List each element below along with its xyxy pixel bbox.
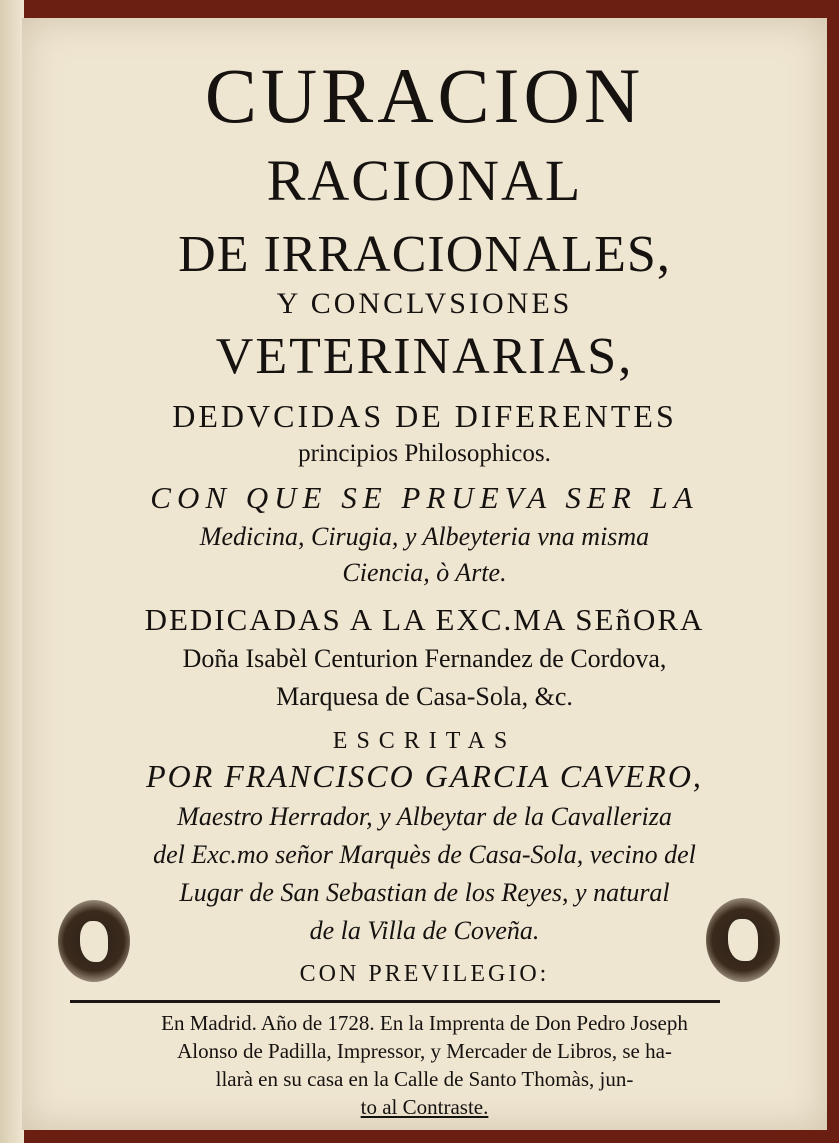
imprint-line-3: llarà en su casa en la Calle de Santo Thomàs, jun- bbox=[215, 1067, 634, 1091]
imprint-line-4: to al Contraste. bbox=[360, 1095, 489, 1119]
imprint-rule bbox=[70, 1000, 720, 1003]
title-line-6: DEDVCIDAS DE DIFERENTES bbox=[172, 398, 677, 434]
dedication-line-1: DEDICADAS A LA EXC.MA SEñORA bbox=[144, 602, 705, 637]
title-line-7: principios Philosophicos. bbox=[298, 440, 551, 467]
subtitle-line-1: CON QUE SE PRUEVA SER LA bbox=[150, 480, 699, 515]
imprint-line-2: Alonso de Padilla, Impressor, y Mercader de Libros, se ha- bbox=[177, 1039, 672, 1063]
dedication-line-3: Marquesa de Casa-Sola, &c. bbox=[276, 682, 573, 711]
right-stain-decoration bbox=[706, 898, 780, 982]
left-stain-decoration bbox=[58, 900, 130, 982]
title-line-1: CURACION bbox=[204, 52, 645, 139]
title-line-4: Y CONCLVSIONES bbox=[276, 287, 573, 320]
title-line-5: VETERINARIAS, bbox=[215, 328, 634, 385]
book-gutter bbox=[0, 0, 24, 1143]
subtitle-line-3: Ciencia, ò Arte. bbox=[342, 558, 507, 587]
title-line-2: RACIONAL bbox=[266, 148, 583, 213]
author-line-1: ESCRITAS bbox=[332, 728, 517, 754]
imprint-line-1: En Madrid. Año de 1728. En la Imprenta de Don Pedro Joseph bbox=[161, 1011, 688, 1035]
author-line-2: POR FRANCISCO GARCIA CAVERO, bbox=[146, 758, 703, 794]
dedication-line-2: Doña Isabèl Centurion Fernandez de Cordova, bbox=[182, 644, 667, 673]
author-line-6: de la Villa de Coveña. bbox=[309, 916, 540, 945]
author-line-5: Lugar de San Sebastian de los Reyes, y natural bbox=[179, 878, 670, 907]
title-line-3: DE IRRACIONALES, bbox=[178, 226, 671, 283]
author-line-4: del Exc.mo señor Marquès de Casa-Sola, vecino del bbox=[153, 840, 696, 869]
privilege-line: CON PREVILEGIO: bbox=[299, 961, 550, 987]
subtitle-line-2: Medicina, Cirugia, y Albeyteria vna misma bbox=[199, 522, 650, 551]
author-line-3: Maestro Herrador, y Albeytar de la Cavalleriza bbox=[177, 802, 672, 831]
